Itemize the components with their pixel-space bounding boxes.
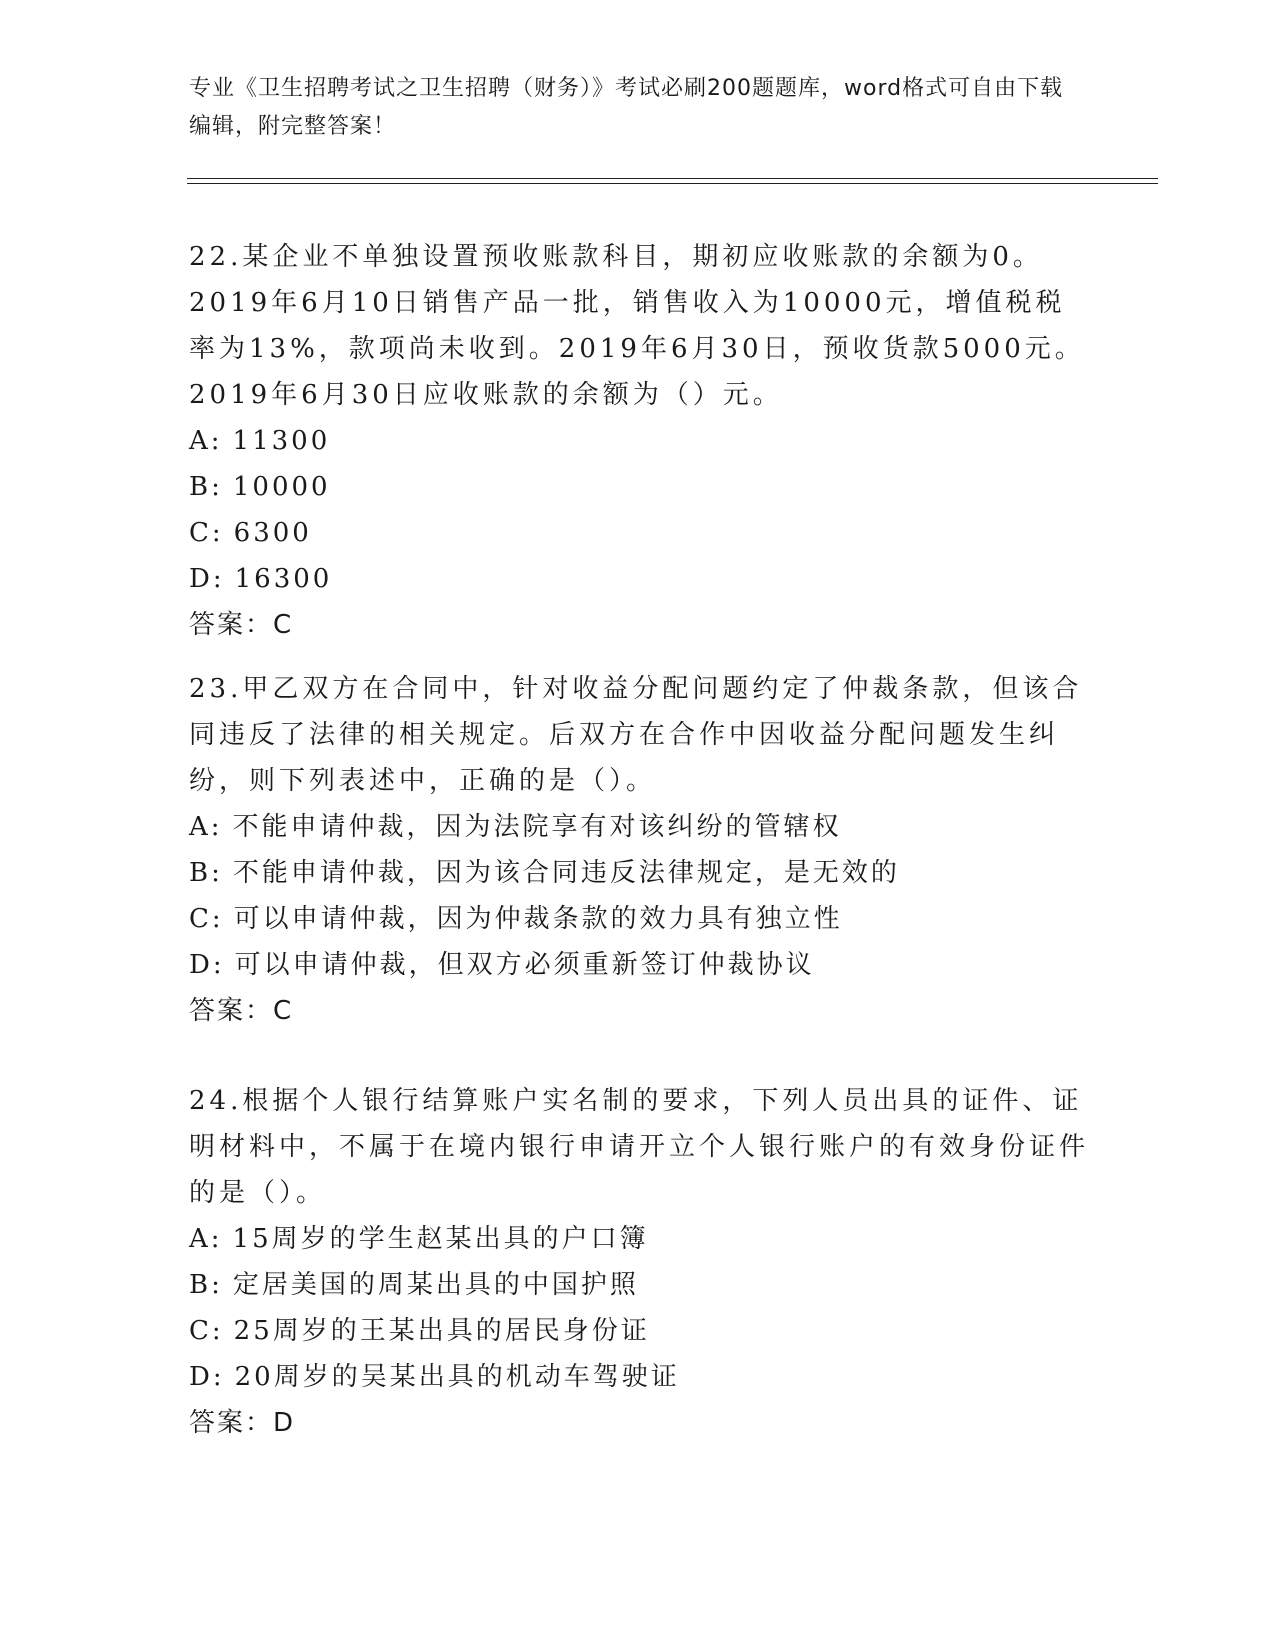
option-key: B: <box>189 858 223 888</box>
option-c <box>189 510 1089 556</box>
option-key: D: <box>189 950 225 980</box>
option-text: 16300 <box>234 564 333 594</box>
option-c <box>189 896 1089 942</box>
answer-line: 答案：C <box>189 610 294 640</box>
option-text: 10000 <box>232 472 331 502</box>
option-key: B: <box>189 472 223 502</box>
option-a <box>189 804 1089 850</box>
option-text: 不能申请仲裁，因为该合同违反法律规定，是无效的 <box>232 858 900 888</box>
question-24 <box>189 1078 1089 1446</box>
option-text: 6300 <box>233 518 312 548</box>
option-text: 20周岁的吴某出具的机动车驾驶证 <box>234 1362 680 1392</box>
option-key: C: <box>189 1316 224 1346</box>
option-key: C: <box>189 518 224 548</box>
option-a <box>189 1216 1089 1262</box>
option-d <box>189 556 1089 602</box>
option-key: B: <box>189 1270 223 1300</box>
option-key: A: <box>189 1224 223 1254</box>
option-text: 定居美国的周某出具的中国护照 <box>232 1270 639 1300</box>
option-key: D: <box>189 564 225 594</box>
option-key: A: <box>189 812 223 842</box>
option-text: 11300 <box>232 426 331 456</box>
option-b <box>189 850 1089 896</box>
option-text: 不能申请仲裁，因为法院享有对该纠纷的管辖权 <box>232 812 842 842</box>
option-d <box>189 1354 1089 1400</box>
question-stem: 24.根据个人银行结算账户实名制的要求，下列人员出具的证件、证明材料中，不属于在境内银行申请开立个人银行账户的有效身份证件的是（）。 <box>189 1086 1090 1208</box>
option-key: A: <box>189 426 223 456</box>
question-stem: 22.某企业不单独设置预收账款科目，期初应收账款的余额为0。2019年6月10日销售产品一批，销售收入为10000元，增值税税率为13%，款项尚未收到。2019年6月30日，预收货款5000元。2019年6月30日应收账款的余额为（）元。 <box>189 242 1085 410</box>
question-22 <box>189 234 1089 648</box>
answer-line: 答案：C <box>189 996 294 1026</box>
question-stem: 23.甲乙双方在合同中，针对收益分配问题约定了仲裁条款，但该合同违反了法律的相关规定。后双方在合作中因收益分配问题发生纠纷，则下列表述中，正确的是（）。 <box>189 674 1083 796</box>
option-text: 25周岁的王某出具的居民身份证 <box>233 1316 650 1346</box>
question-23 <box>189 666 1089 1034</box>
option-key: D: <box>189 1362 225 1392</box>
header-divider-bottom <box>187 183 1158 184</box>
option-text: 可以申请仲裁，但双方必须重新签订仲裁协议 <box>234 950 815 980</box>
header-divider-top <box>187 178 1158 179</box>
option-text: 可以申请仲裁，因为仲裁条款的效力具有独立性 <box>233 904 843 934</box>
option-b <box>189 464 1089 510</box>
option-text: 15周岁的学生赵某出具的户口簿 <box>232 1224 649 1254</box>
option-a <box>189 418 1089 464</box>
option-c <box>189 1308 1089 1354</box>
option-b <box>189 1262 1089 1308</box>
answer-line: 答案：D <box>189 1408 296 1438</box>
document-header: 专业《卫生招聘考试之卫生招聘（财务）》考试必刷200题题库，word格式可自由下载编辑，附完整答案！ <box>189 76 1064 139</box>
option-key: C: <box>189 904 224 934</box>
option-d <box>189 942 1089 988</box>
